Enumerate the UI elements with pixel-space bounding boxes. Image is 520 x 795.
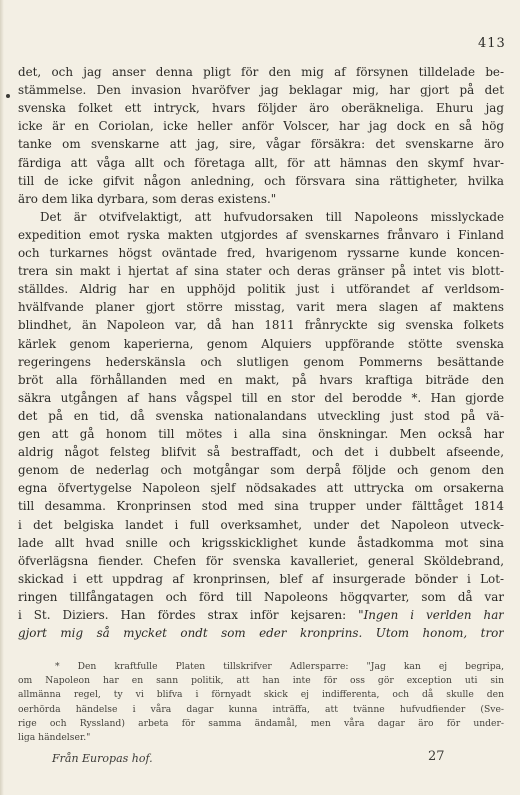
text-line: [18, 624, 504, 642]
text-line: kärlek genom kaperierna, genom Alquiers uppförande stötte svenska: [18, 336, 504, 351]
text-line: i det belgiska landet i full overksamhet, under det Napoleon utveck-: [18, 517, 504, 532]
text-line: egna öfvertygelse Napoleon sjelf nödsakades att uttrycka om orsakerna: [18, 481, 504, 496]
text-line: lade allt hvad snille och krigsskicklighet kunde åstadkomma mot sina: [18, 535, 504, 550]
text-line: Det är otvifvelaktigt, att hufvudorsaken till Napoleons misslyckade: [40, 209, 504, 224]
text-line: bröt alla förhållanden med en makt, på hvars kraftiga biträde den: [18, 372, 504, 387]
text-line: hvälfvande planer gjort större misstag, varit mera slagen af maktens: [18, 300, 504, 315]
text-line: till desamma. Kronprinsen stod med sina trupper under fälttåget 1814: [18, 499, 504, 514]
text-line: skickad i ett uppdrag af kronprinsen, blef af insurgerade bönder i Lot-: [18, 571, 504, 586]
text-line: gen att gå honom till mötes i alla sina önskningar. Men också har: [18, 427, 504, 441]
text-line: icke är en Coriolan, icke heller anför Volscer, har jag dock en så hög: [18, 119, 504, 134]
text-line: svenska folket ett intryck, hvars följder äro oberäkneliga. Ehuru jag: [18, 101, 504, 116]
text-line: genom de nederlag och motgångar som derpå följde och genom den: [18, 463, 504, 478]
page-edge-shadow: [0, 0, 4, 795]
text-line: [18, 606, 504, 624]
text-line: trera sin makt i hjertat af sina stater och deras gränser på intet vis blott-: [18, 264, 504, 279]
sheet-number: 27: [428, 749, 445, 764]
footnote-line: rige och Ryssland) arbeta för samma ändamål, men våra dagar äro för under-: [18, 717, 504, 729]
footnote-line: * Den kraftfulle Platen tillskrifver Adlersparre: "Jag kan ej begripa,: [55, 661, 504, 672]
text-line: expedition emot ryska makten utgjordes af svenskarnes frånvaro i Finland: [18, 227, 504, 242]
text-line: till de icke gifvit någon anledning, och försvara sina rättigheter, hvilka: [18, 173, 504, 188]
text-line: blindhet, än Napoleon var, då han 1811 frånryckte sig svenska folkets: [18, 318, 504, 333]
footnote-line: oerhörda händelse i våra dagar kunna inträffa, att tvänne hufvudfiender (Sve-: [18, 703, 504, 715]
text-segment: i St. Diziers. Han fördes strax inför kejsaren:: [18, 608, 359, 622]
text-line: ringen tillfångatagen och förd till Napoleons högqvarter, som då var: [18, 589, 504, 604]
text-line: regeringens hederskänsla och slutligen genom Pommerns besättande: [18, 354, 504, 369]
text-line: ställdes. Aldrig har en upphöjd politik just i utförandet af verldsom-: [18, 282, 504, 297]
margin-mark: [6, 94, 10, 98]
text-line: det, och jag anser denna pligt för den mig af försynen tilldelade be-: [18, 65, 504, 79]
signature-mark: Från Europas hof.: [52, 752, 153, 765]
text-line: färdiga att våga allt och företaga allt, för att hämnas den skymf hvar-: [18, 155, 504, 170]
text-line: säkra utgången af hans vågspel till en stor del berodde *. Han gjorde: [18, 390, 504, 405]
text-line: öfverlägsna fiender. Chefen för svenska kavalleriet, general Sköldebrand,: [18, 553, 504, 568]
footnote-line: liga händelser.": [18, 732, 91, 743]
footnote-line: allmänna regel, ty vi blifva i förnyadt skick ej indifferenta, och då skulle den: [18, 689, 504, 701]
page-number: 413: [478, 36, 506, 51]
quote-segment: gjort mig så mycket ondt som eder kronprins. Utom honom, tror: [18, 626, 504, 641]
text-line: tanke om svenskarne att jag, sire, vågar försäkra: det svenskarne äro: [18, 137, 504, 152]
text-line: äro dem lika dyrbara, som deras existens.": [18, 191, 277, 206]
quote-segment: "Ingen i verlden har: [358, 608, 504, 622]
text-line: det på en tid, då svenska nationalandans utveckling just stod på vä-: [18, 408, 504, 423]
footnote-line: om Napoleon har en sann politik, att han inte för oss gör exception uti sin: [18, 675, 504, 687]
text-line: stämmelse. Den invasion hvaröfver jag beklagar mig, har gjort på det: [18, 83, 504, 98]
text-line: och turkarnes högst oväntade fred, hvarigenom ryssarne kunde koncen-: [18, 246, 504, 260]
text-line: aldrig något felsteg blifvit så bestraffadt, och det i dubbelt afseende,: [18, 445, 504, 460]
